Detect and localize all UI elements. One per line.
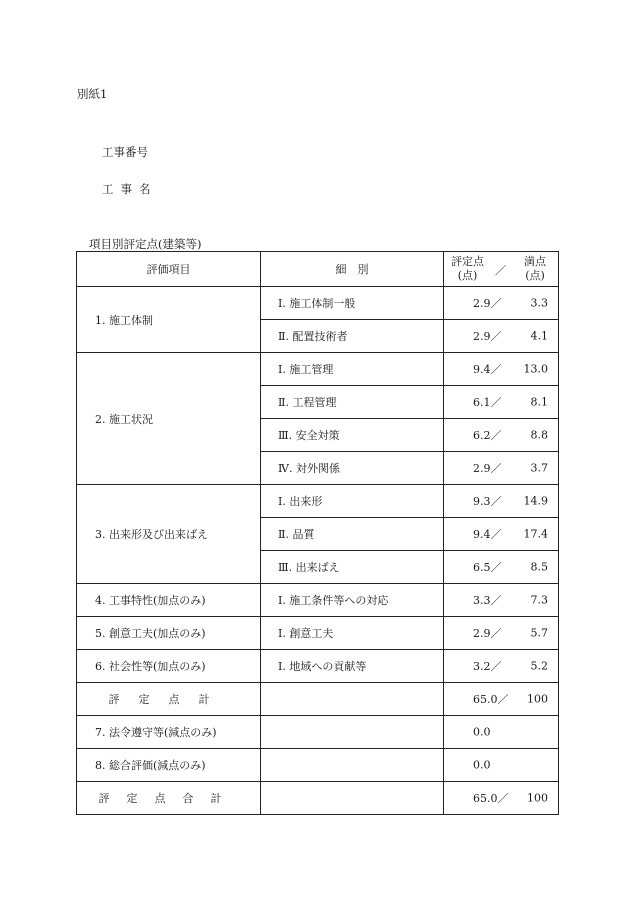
- header-detail: 細 別: [261, 252, 444, 287]
- table-row: [77, 584, 559, 617]
- score-value: 9.4／: [473, 528, 502, 541]
- detail-item: Ⅱ. 配置技術者: [261, 320, 444, 353]
- deduction-row: [77, 749, 559, 782]
- detail-item: Ⅲ. 安全対策: [261, 419, 444, 452]
- max-value: 4.1: [530, 329, 548, 343]
- category-name: 1. 施工体制: [77, 287, 261, 353]
- max-value: 8.1: [530, 395, 548, 409]
- score-value: 3.3／: [473, 594, 502, 607]
- max-value: 5.7: [530, 626, 548, 640]
- score-value: 2.9／: [473, 330, 502, 343]
- table-caption: 項目別評定点(建築等): [89, 237, 202, 251]
- project-number-label: 工事番号: [102, 145, 148, 159]
- max-value: 3.3: [530, 296, 548, 310]
- deduction-row: [77, 716, 559, 749]
- category-name: 5. 創意工夫(加点のみ): [77, 617, 261, 650]
- detail-item: Ⅰ. 創意工夫: [261, 617, 444, 650]
- detail-item: Ⅰ. 施工管理: [261, 353, 444, 386]
- header-item: 評価項目: [77, 252, 261, 287]
- category-name: 4. 工事特性(加点のみ): [77, 584, 261, 617]
- deduction-detail: [261, 716, 444, 749]
- score-cell: [444, 386, 559, 419]
- table-row: [77, 353, 559, 386]
- total-label: 評定点合計: [77, 782, 261, 815]
- header-max-label: 満点 (点): [524, 255, 546, 282]
- deduction-score: 0.0: [444, 716, 559, 749]
- header-slash: ／: [495, 264, 506, 277]
- subtotal-score: 65.0／ 100: [444, 683, 559, 716]
- score-value: 9.4／: [473, 363, 502, 376]
- score-value: 3.2／: [473, 660, 502, 673]
- max-value: 8.5: [530, 560, 548, 574]
- subtotal-label: 評定点計: [77, 683, 261, 716]
- score-value: 6.1／: [473, 396, 502, 409]
- detail-item: Ⅳ. 対外関係: [261, 452, 444, 485]
- attachment-label: 別紙1: [77, 87, 108, 101]
- max-value: 13.0: [523, 362, 548, 376]
- deduction-name: 7. 法令遵守等(減点のみ): [77, 716, 261, 749]
- score-cell: [444, 650, 559, 683]
- subtotal-detail: [261, 683, 444, 716]
- subtotal-row: [77, 683, 559, 716]
- score-cell: [444, 452, 559, 485]
- detail-item: Ⅰ. 施工体制一般: [261, 287, 444, 320]
- detail-item: Ⅰ. 出来形: [261, 485, 444, 518]
- score-cell: [444, 584, 559, 617]
- table-row: [77, 617, 559, 650]
- category-rows: [77, 287, 559, 683]
- score-cell: [444, 353, 559, 386]
- score-cell: [444, 287, 559, 320]
- score-value: 2.9／: [473, 627, 502, 640]
- max-value: 5.2: [530, 659, 548, 673]
- deduction-detail: [261, 749, 444, 782]
- score-cell: [444, 419, 559, 452]
- detail-item: Ⅰ. 地域への貢献等: [261, 650, 444, 683]
- score-value: 6.2／: [473, 429, 502, 442]
- score-value: 2.9／: [473, 297, 502, 310]
- max-value: 7.3: [530, 593, 548, 607]
- score-value: 9.3／: [473, 495, 502, 508]
- header-score-label: 評定点 (点): [451, 255, 484, 282]
- max-value: 8.8: [530, 428, 548, 442]
- deduction-name: 8. 総合評価(減点のみ): [77, 749, 261, 782]
- score-cell: [444, 518, 559, 551]
- table-row: [77, 287, 559, 320]
- score-value: 6.5／: [473, 561, 502, 574]
- evaluation-score-table: [76, 251, 559, 815]
- score-cell: [444, 485, 559, 518]
- score-cell: [444, 617, 559, 650]
- total-row: [77, 782, 559, 815]
- detail-item: Ⅱ. 品質: [261, 518, 444, 551]
- category-name: 6. 社会性等(加点のみ): [77, 650, 261, 683]
- max-value: 17.4: [523, 527, 548, 541]
- category-name: 2. 施工状況: [77, 353, 261, 485]
- max-value: 14.9: [523, 494, 548, 508]
- project-name-label: 工事名: [102, 182, 158, 196]
- score-cell: [444, 320, 559, 353]
- detail-item: Ⅰ. 施工条件等への対応: [261, 584, 444, 617]
- table-header-row: [77, 252, 559, 287]
- table-row: [77, 485, 559, 518]
- detail-item: Ⅲ. 出来ばえ: [261, 551, 444, 584]
- deduction-score: 0.0: [444, 749, 559, 782]
- score-value: 2.9／: [473, 462, 502, 475]
- score-cell: [444, 551, 559, 584]
- table-row: [77, 650, 559, 683]
- max-value: 3.7: [530, 461, 548, 475]
- detail-item: Ⅱ. 工程管理: [261, 386, 444, 419]
- header-score: [444, 252, 559, 287]
- total-score: 65.0／ 100: [444, 782, 559, 815]
- total-detail: [261, 782, 444, 815]
- category-name: 3. 出来形及び出来ばえ: [77, 485, 261, 584]
